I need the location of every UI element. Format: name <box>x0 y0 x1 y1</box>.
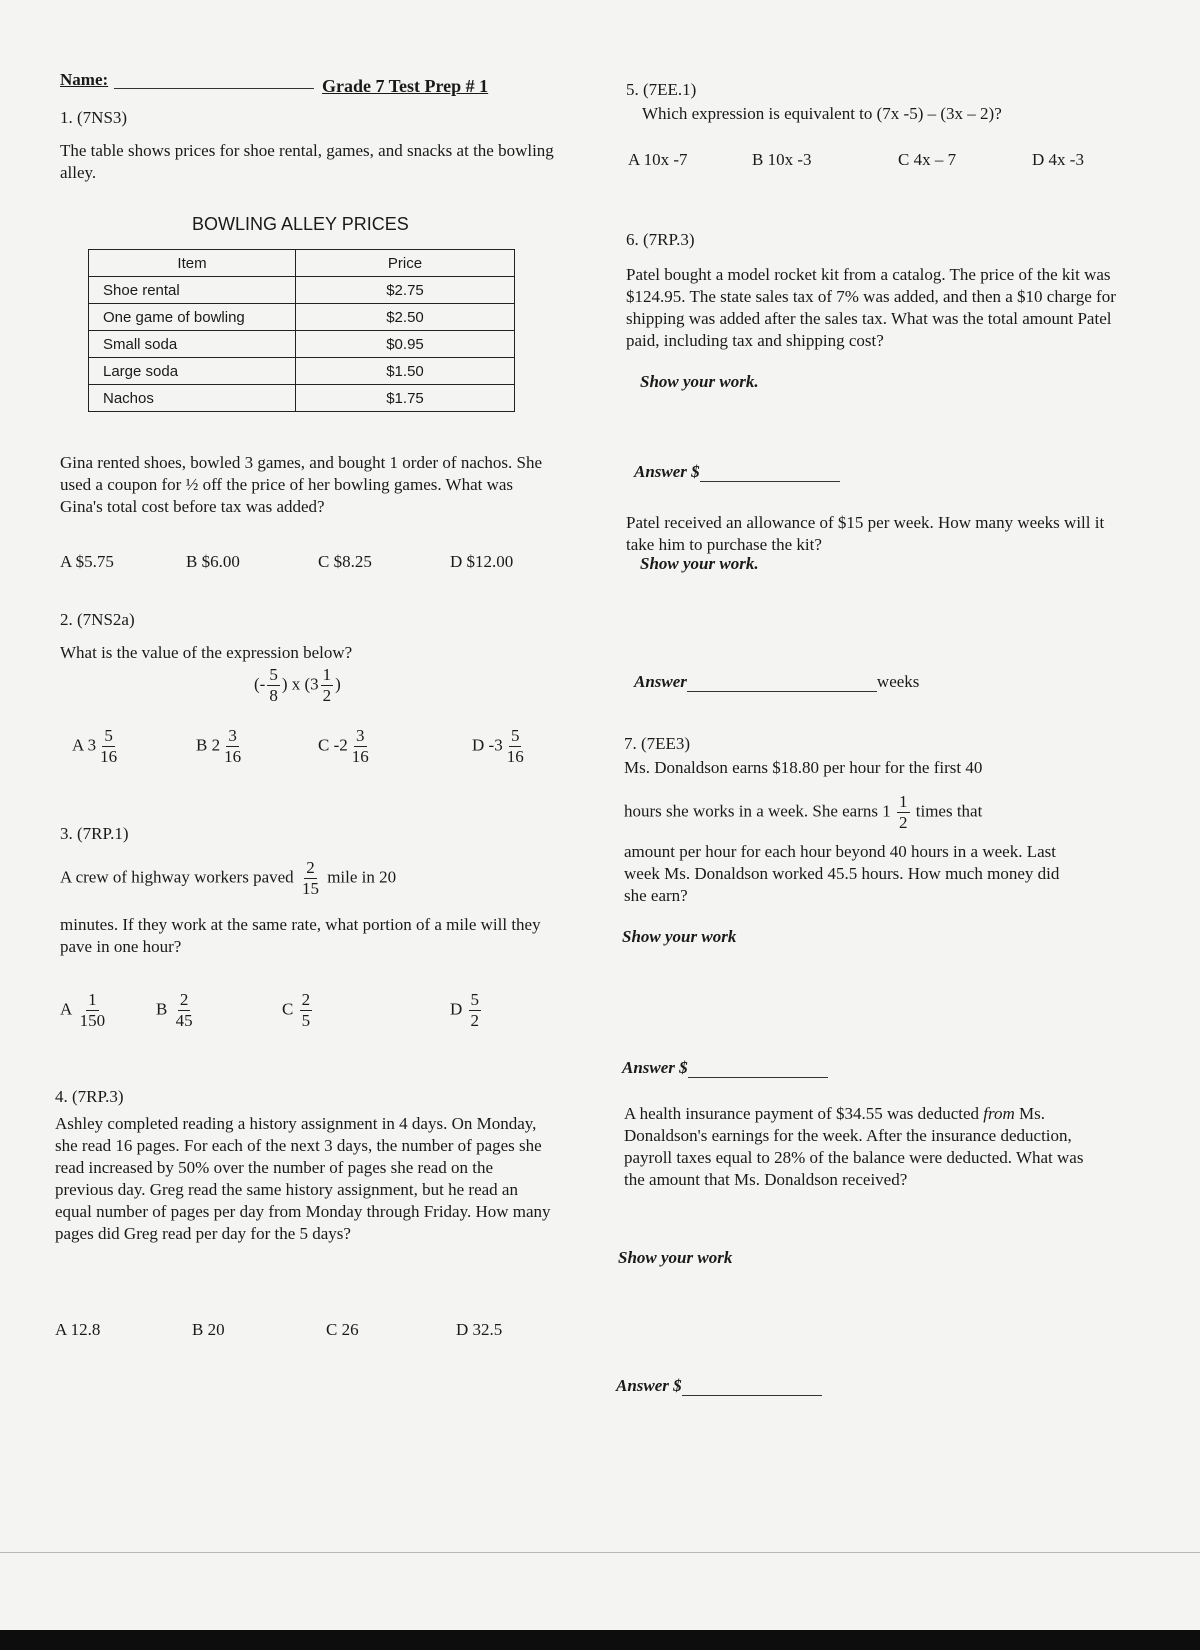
q5-number: 5. (7EE.1) <box>626 80 697 99</box>
q4-choice-b[interactable]: B 20 <box>192 1320 225 1339</box>
q6-answer-field[interactable] <box>700 481 840 482</box>
q5-choice-b[interactable]: B 10x -3 <box>752 150 812 169</box>
table-header-row <box>89 250 515 277</box>
q7-line1: Ms. Donaldson earns $18.80 per hour for the first 40 <box>624 758 983 777</box>
cell-item: Nachos <box>89 385 296 412</box>
q1-choice-d[interactable]: D $12.00 <box>450 552 514 571</box>
q4-choice-d[interactable]: D 32.5 <box>456 1320 503 1339</box>
q7-part2: A health insurance payment of $34.55 was deducted from Ms. Donaldson's earnings for the week. After the insurance deduction, payroll taxes equal to 28% of the balance were deducted. What was the amount that Ms. Donaldson received? <box>624 1104 1084 1189</box>
q3-question-line: A crew of highway workers paved $\frac{2}{15}$ mile in 20 <box>60 858 397 898</box>
expr-close: ) <box>335 674 341 694</box>
q7-show-work: Show your work <box>622 927 737 946</box>
q2-choice-c[interactable]: C -2 $\frac{3}{16}$ <box>318 726 369 766</box>
q6-answer: Answer $ <box>634 462 840 482</box>
q7-question-rest: amount per hour for each hour beyond 40 hours in a week. Last week Ms. Donaldson worked 45.5 hours. How much money did she earn? <box>624 842 1060 905</box>
table-title: BOWLING ALLEY PRICES <box>192 214 409 234</box>
q7-fraction: $\frac{1}{2}$ <box>899 792 908 832</box>
table-row <box>89 358 515 385</box>
cell-item: Shoe rental <box>89 277 296 304</box>
q1-choice-b[interactable]: B $6.00 <box>186 552 240 571</box>
q7-answer: Answer $ <box>622 1058 828 1078</box>
name-label: Name: <box>60 70 109 89</box>
cell-price: $1.50 <box>296 358 515 385</box>
expr-fraction-2: $\frac{1}{2}$ <box>322 665 332 705</box>
q7-show-work-2: Show your work <box>618 1248 733 1267</box>
cell-price: $1.75 <box>296 385 515 412</box>
q3-choice-c[interactable]: C $\frac{2}{5}$ <box>282 990 311 1030</box>
expr-mid: ) x (3 <box>281 674 319 694</box>
expr-open: (- <box>254 674 266 694</box>
table-row <box>89 304 515 331</box>
q2-choice-b[interactable]: B 2 $\frac{3}{16}$ <box>196 726 242 766</box>
q3-question-rest: minutes. If they work at the same rate, what portion of a mile will they pave in one hour? <box>60 915 541 956</box>
cell-item: Small soda <box>89 331 296 358</box>
q4-choice-a[interactable]: A 12.8 <box>55 1320 101 1339</box>
q3-choice-b[interactable]: B $\frac{2}{45}$ <box>156 990 193 1030</box>
q7-line2: hours she works in a week. She earns 1 $\frac{1}{2}$ times that <box>624 792 983 832</box>
q5-choice-c[interactable]: C 4x – 7 <box>898 150 957 169</box>
q3-number: 3. (7RP.1) <box>60 824 129 843</box>
q6-show-work: Show your work. <box>640 372 759 391</box>
table-row <box>89 331 515 358</box>
col-header-price: Price <box>296 250 515 277</box>
q6-show-work-2: Show your work. <box>640 554 759 573</box>
q7-answer-2: Answer $ <box>616 1376 822 1396</box>
q6-part2: Patel received an allowance of $15 per week. How many weeks will it take him to purchase the kit? <box>626 513 1105 554</box>
q6-question: Patel bought a model rocket kit from a catalog. The price of the kit was $124.95. The state sales tax of 7% was added, and then a $10 charge for shipping was added after the sales tax. What was the total amount Patel paid, including tax and shipping cost? <box>626 265 1116 350</box>
q5-choice-d[interactable]: D 4x -3 <box>1032 150 1084 169</box>
cell-price: $0.95 <box>296 331 515 358</box>
cell-item: One game of bowling <box>89 304 296 331</box>
q2-number: 2. (7NS2a) <box>60 610 135 629</box>
q1-choice-c[interactable]: C $8.25 <box>318 552 372 571</box>
q6-number: 6. (7RP.3) <box>626 230 695 249</box>
q1-intro: The table shows prices for shoe rental, games, and snacks at the bowling alley. <box>60 141 554 182</box>
q2-choice-a[interactable]: A 3 $\frac{5}{16}$ <box>72 726 118 766</box>
q4-number: 4. (7RP.3) <box>55 1087 124 1106</box>
q5-choice-a[interactable]: A 10x -7 <box>628 150 688 169</box>
table-row <box>89 385 515 412</box>
page-edge-line <box>0 1552 1200 1553</box>
q2-expression <box>254 665 341 706</box>
q6-answer-2: Answer weeks <box>634 672 920 691</box>
q2-choice-d[interactable]: D -3 $\frac{5}{16}$ <box>472 726 524 766</box>
cell-price: $2.50 <box>296 304 515 331</box>
q7-number: 7. (7EE3) <box>624 734 691 753</box>
q1-number: 1. (7NS3) <box>60 108 128 127</box>
q5-question: Which expression is equivalent to (7x -5) – (3x – 2)? <box>642 104 1002 123</box>
q6-answer-2-field[interactable] <box>687 691 877 692</box>
scan-bottom-bar <box>0 1630 1200 1650</box>
q4-choice-c[interactable]: C 26 <box>326 1320 359 1339</box>
table-row <box>89 277 515 304</box>
q4-question: Ashley completed reading a history assignment in 4 days. On Monday, she read 16 pages. For each of the next 3 days, the number of pages she read increased by 50% over the number of pages she read on the previous day. Greg read the same history assignment, but he read an equal number of pages per day from Monday through Friday. How many pages did Greg read per day for the 5 days? <box>55 1114 551 1243</box>
q1-question: Gina rented shoes, bowled 3 games, and bought 1 order of nachos. She used a coupon for ½ off the price of her bowling games. What was Gina's total cost before tax was added? <box>60 453 543 516</box>
q7-answer-field[interactable] <box>688 1077 828 1078</box>
q1-choice-a[interactable]: A $5.75 <box>60 552 114 571</box>
q3-choice-d[interactable]: D $\frac{5}{2}$ <box>450 990 480 1030</box>
q3-choice-a[interactable]: A $\frac{1}{150}$ <box>60 990 106 1030</box>
cell-price: $2.75 <box>296 277 515 304</box>
name-blank <box>114 88 314 89</box>
cell-item: Large soda <box>89 358 296 385</box>
expr-fraction-1: $\frac{5}{8}$ <box>269 665 278 705</box>
q7-answer-2-field[interactable] <box>682 1395 822 1396</box>
col-header-item: Item <box>89 250 296 277</box>
q2-question: What is the value of the expression below? <box>60 643 353 662</box>
q3-fraction: $\frac{2}{15}$ <box>301 858 319 898</box>
page-title: Grade 7 Test Prep # 1 <box>322 76 489 96</box>
prices-table <box>88 249 515 412</box>
